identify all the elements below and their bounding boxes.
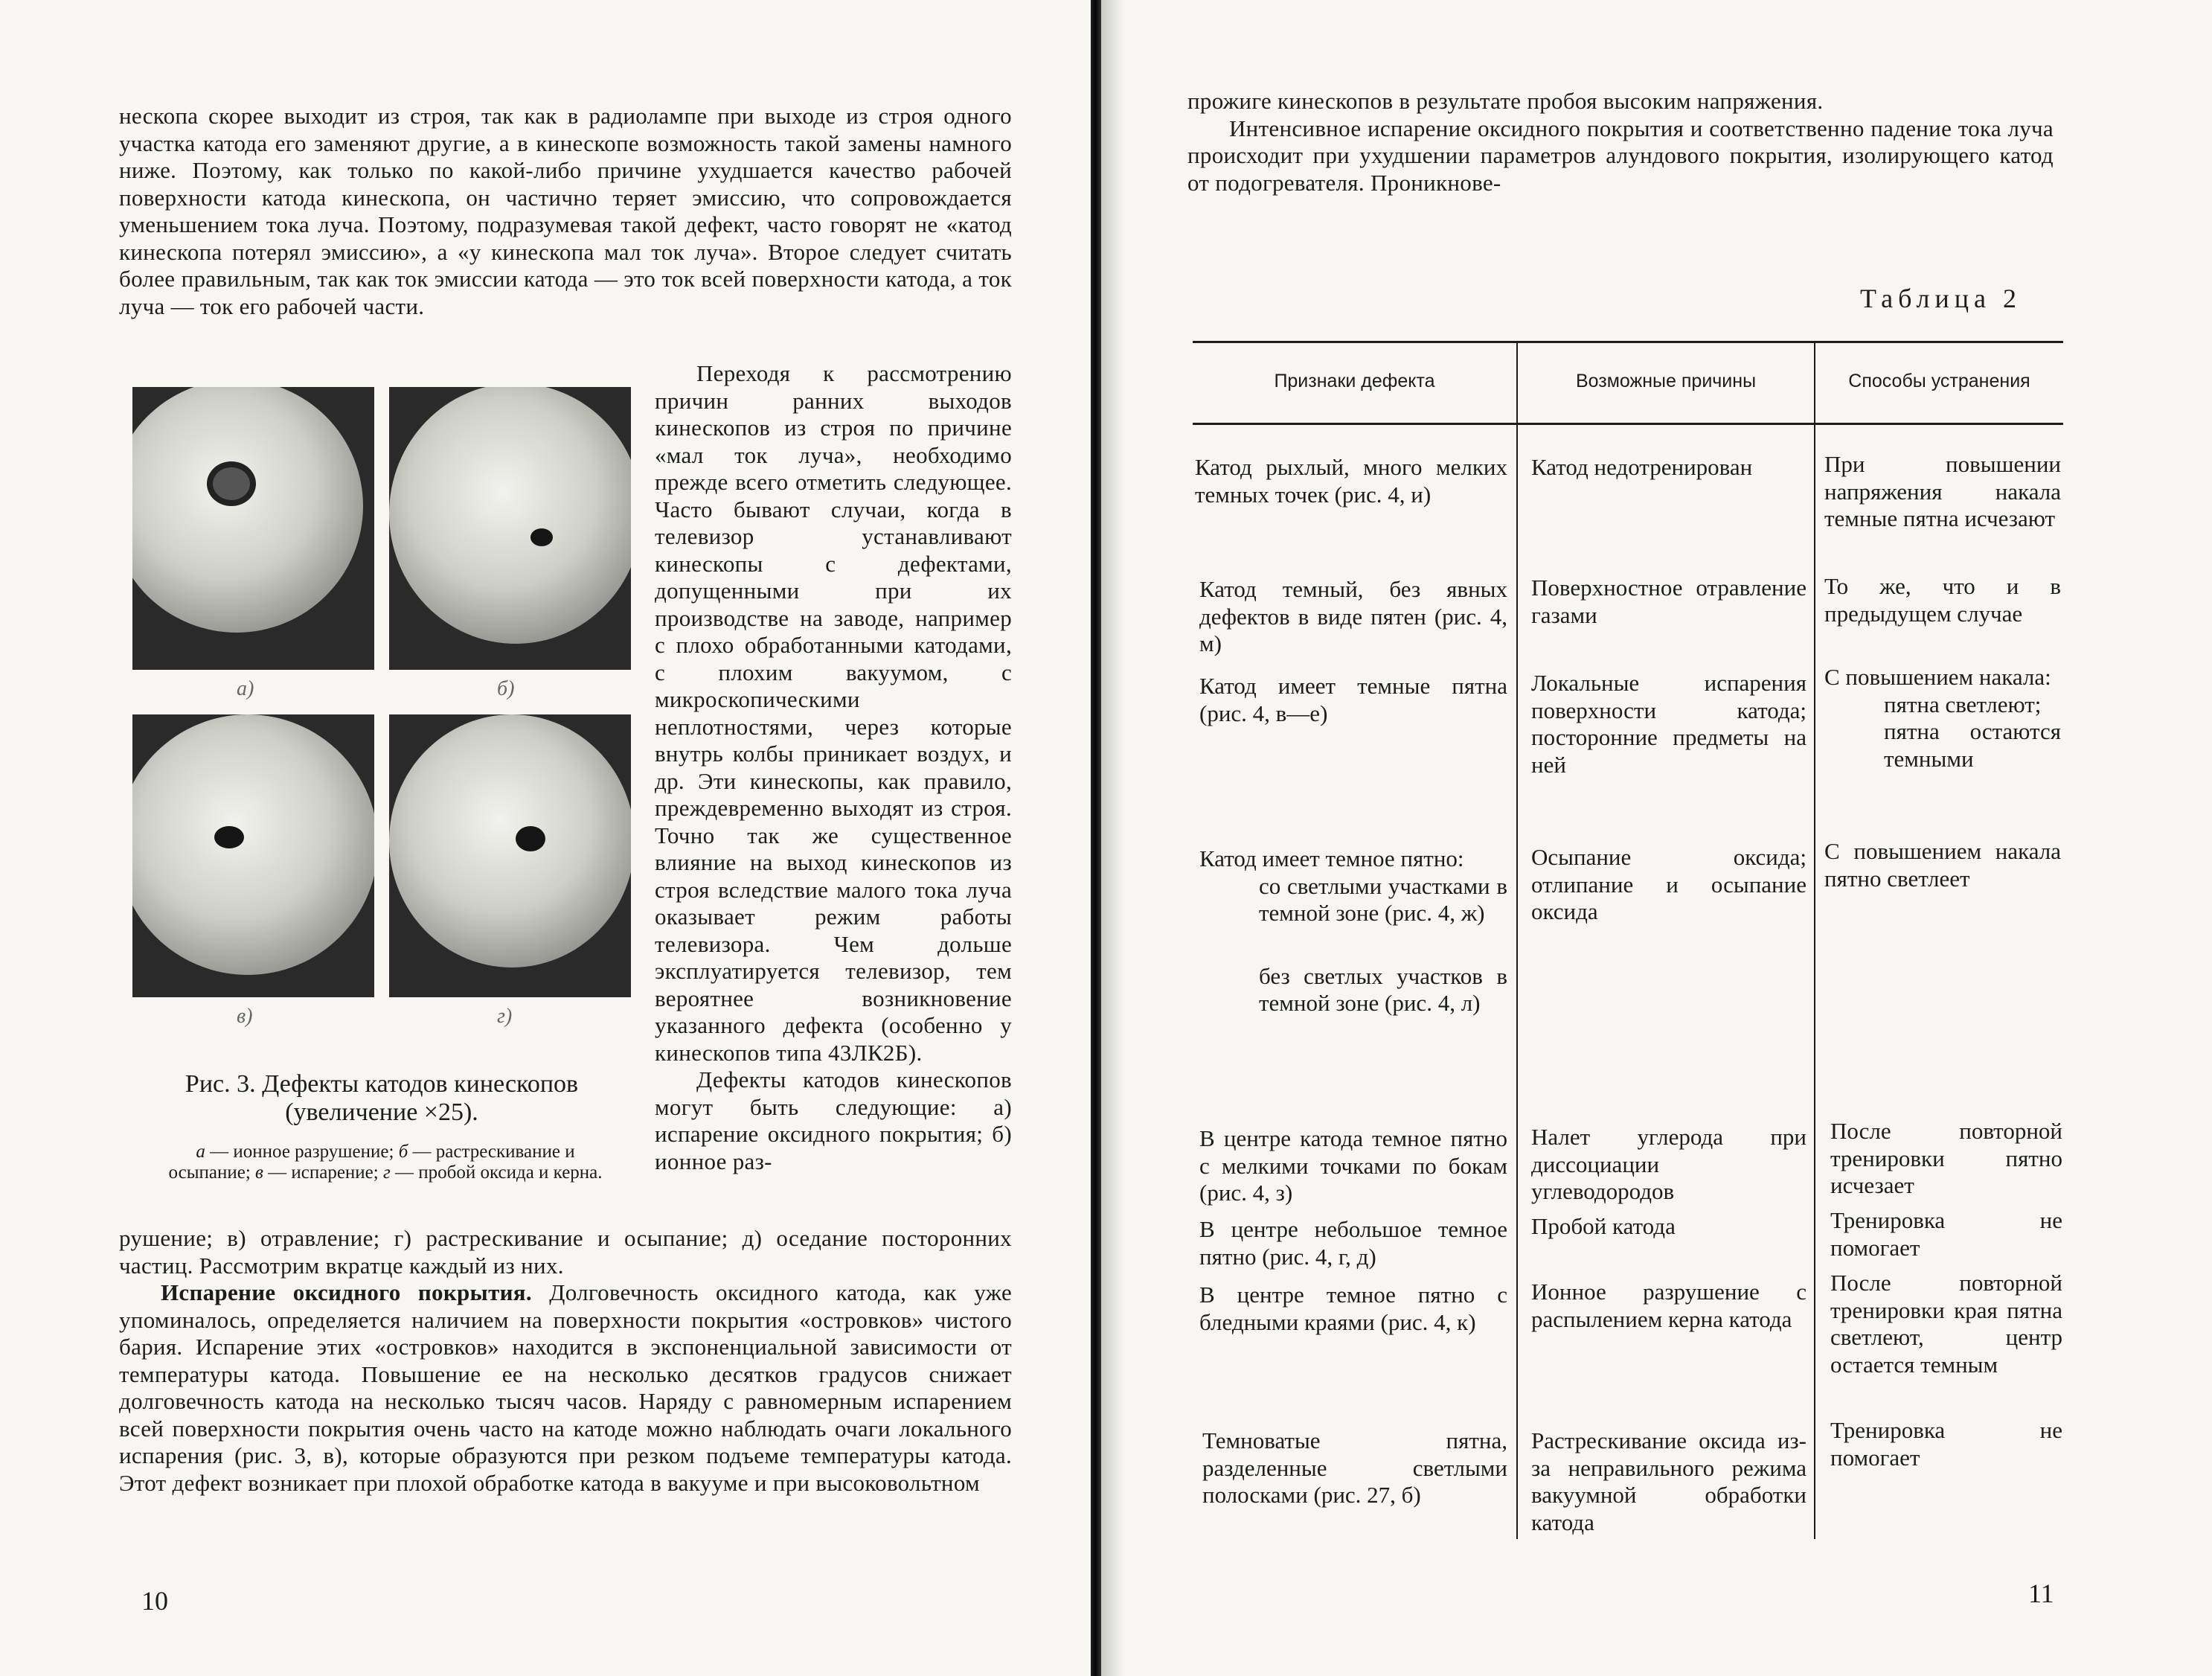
photo-label-a: а)	[237, 677, 254, 700]
table-cell-fix	[1824, 664, 2061, 773]
table-cell-fix: Тренировка не помогает	[1830, 1417, 2062, 1471]
table-cell-fix: С повышением накала пятно светлеет	[1824, 838, 2061, 892]
sign-sub: без светлых участков в темной зоне (рис. 4, л)	[1259, 962, 1507, 1016]
table-title: Таблица 2	[1860, 284, 2022, 313]
legend-text: — растрескивание и осыпание;	[168, 1142, 575, 1183]
table-cell-cause: Катод недотренирован	[1531, 454, 1753, 480]
right-top-text	[1187, 88, 2054, 196]
page-number-left: 10	[141, 1586, 168, 1616]
legend-letter: б	[398, 1142, 408, 1162]
table-cell-cause: Растрескивание оксида из-за неправильного режима вакуумной обработки катода	[1531, 1427, 1807, 1535]
table-cell-sign: Катод рыхлый, много мелких темных точек (рис. 4, и)	[1195, 454, 1507, 508]
table-header-rule	[1193, 423, 2063, 425]
legend-letter: в	[255, 1162, 263, 1183]
legend-letter: г	[382, 1162, 391, 1183]
legend-text: — пробой оксида и керна.	[390, 1162, 603, 1183]
legend-letter: а	[196, 1142, 205, 1162]
table-cell-sign: Катод темный, без явных дефектов в виде пятен (рис. 4, м)	[1199, 576, 1507, 656]
fix-sub: пятна остаются темными	[1884, 718, 2061, 772]
table-cell-sign	[1199, 845, 1507, 1017]
legend-text: — испарение;	[263, 1162, 383, 1183]
paragraph: Интенсивное испарение оксидного покрытия и соответственно падение тока луча происходит при ухудшении параметров алундового покрытия, изолирующего катод от подогревателя. Проникнове-	[1187, 115, 2054, 196]
table-cell-fix: После повторной тренировки пятно исчезает	[1830, 1118, 2062, 1198]
paragraph: Переходя к рассмотрению причин ранних выходов кинескопов из строя по причине «мал ток луча», необходимо прежде всего отметить следующее. Часто бывают случаи, когда в телевизор устанавливают кинескопы с дефектами, допущенными при их производстве на заводе, например с плохо обработанными катодами, с плохим вакуумом, с микроскопическими неплотностями, через которые внутрь колбы приникает воздух, и др. Эти кинескопы, как правило, преждевременно выходят из строя. Точно так же существенное влияние на выход кинескопов из строя вследствие малого тока луча оказывает режим работы телевизора. Чем дольше эксплуатируется телевизор, тем вероятнее возникновение указанного дефекта (особенно у кинескопов типа 43ЛК2Б).	[655, 360, 1012, 1066]
photo-label-v: в)	[237, 1005, 253, 1028]
photo-label-b: б)	[497, 677, 515, 700]
table-col-divider-1	[1516, 341, 1518, 1539]
table-cell-fix: При повышении напряжения накала темные пятна исчезают	[1824, 451, 2061, 531]
table-cell-sign: Катод имеет темные пятна (рис. 4, в—е)	[1199, 673, 1507, 726]
table-header-causes: Возможные причины	[1575, 371, 1757, 391]
table-cell-fix: После повторной тренировки края пятна светлеют, центр остается темным	[1830, 1270, 2062, 1378]
table-header-signs: Признаки дефекта	[1274, 371, 1435, 391]
paragraph: Долговечность оксидного катода, как уже упоминалось, определяется наличием на поверхности покрытия «островков» чистого бария. Испарение этих «островков» находится в экспоненциальной зависимости от температуры катода. Повышение ее на несколько десятков градусов снижает долговечность катода на несколько тысяч часов. Наряду с равномерным испарением всей поверхности покрытия очень часто на катоде можно наблюдать очаги локального испарения (рис. 3, в), которые образуются при резком подъеме температуры катода. Этот дефект возникает при плохой обработке катода в вакууме и при высоковольтном	[119, 1279, 1012, 1496]
table-header-fixes: Способы устранения	[1848, 371, 2030, 391]
table-cell-sign: Темноватые пятна, разделенные светлыми полосками (рис. 27, б)	[1202, 1427, 1507, 1508]
table-cell-sign: В центре темное пятно с бледными краями (рис. 4, к)	[1199, 1282, 1507, 1335]
table-cell-cause: Осыпание оксида; отлипание и осыпание оксида	[1531, 844, 1807, 924]
paragraph: рушение; в) отравление; г) растрескивание и осыпание; д) оседание посторонних частиц. Рассмотрим вкратце каждый из них.	[119, 1225, 1012, 1279]
section-heading: Испарение оксидного покрытия.	[161, 1279, 532, 1305]
table-cell-cause: Налет углерода при диссоциации углеводородов	[1531, 1124, 1807, 1204]
table-cell-cause: Локальные испарения поверхности катода; посторонние предметы на ней	[1531, 670, 1807, 778]
table-cell-cause: Ионное разрушение с распылением керна катода	[1531, 1279, 1807, 1332]
table-cell-cause: Поверхностное отравление газами	[1531, 575, 1807, 628]
paragraph: Дефекты катодов кинескопов могут быть следующие: а) испарение оксидного покрытия; б) ионное раз-	[655, 1066, 1012, 1174]
sign-sub: со светлыми участками в темной зоне (рис. 4, ж)	[1259, 872, 1507, 926]
table-cell-fix: Тренировка не помогает	[1830, 1207, 2062, 1261]
table-top-rule	[1193, 341, 2063, 343]
legend-text: — ионное разрушение;	[205, 1142, 399, 1162]
table-cell-sign: В центре небольшое темное пятно (рис. 4, г, д)	[1199, 1216, 1507, 1270]
table-col-divider-2	[1814, 341, 1815, 1539]
paragraph: нескопа скорее выходит из строя, так как в радиолампе при выходе из строя одного участка катода его заменяют другие, а в кинескопе возможность такой замены намного ниже. Поэтому, как только по какой-либо причине ухудшается качество рабочей поверхности катода кинескопа, он частично теряет эмиссию, что сопровождается уменьшением тока луча. Поэтому, подразумевая такой дефект, часто говорят не «катод кинескопа потерял эмиссию», а «у кинескопа мал ток луча». Второе следует считать более правильным, так как ток эмиссии катода — это ток всей поверхности катода, а ток луча — ток его рабочей части.	[119, 103, 1012, 319]
page-number-right: 11	[2028, 1579, 2054, 1608]
fix-heading: С повышением накала:	[1824, 664, 2051, 690]
figure-caption: Рис. 3. Дефекты катодов кинескопов (увеличение ×25).	[185, 1070, 579, 1126]
sign-heading: Катод имеет темное пятно:	[1199, 845, 1464, 871]
photo-label-g: г)	[497, 1005, 513, 1028]
fix-sub: пятна светлеют;	[1884, 691, 2042, 717]
paragraph: прожиге кинескопов в результате пробоя высоким напряжения.	[1187, 88, 1824, 114]
table-cell-fix: То же, что и в предыдущем случае	[1824, 573, 2061, 627]
table-cell-sign: В центре катода темное пятно с мелкими точками по бокам (рис. 4, з)	[1199, 1125, 1507, 1206]
table-cell-cause: Пробой катода	[1531, 1213, 1676, 1239]
